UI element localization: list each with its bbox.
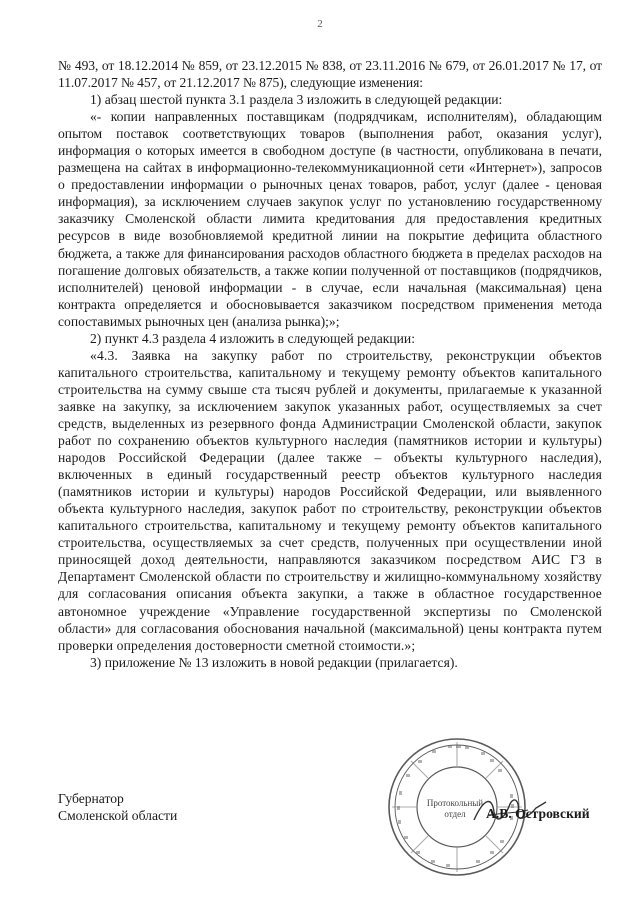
signatory-name: А.В. Островский [486,806,590,821]
paragraph-quote-2: «4.3. Заявка на закупку работ по строительству, реконструкции объектов капитального строительства, капитальному и текущему ремонту объектов капитального строительства на сумму свыше ста тысяч рублей и документы, прилагаемые к указанной заявке на закупку, за исключением закупок указанных работ, осуществляемых за счет средств, выделенных из резервного фонда Администрации Смоленской области, закупок работ по сохранению объектов культурного наследия (памятников истории и культуры) народов Российской Федерации (далее также – объекты культурного наследия), включенных в единый государственный реестр объектов культурного наследия (памятников истории и культуры) народов Российской Федерации, или выявленного объекта культурного наследия, закупок работ по строительству, реконструкции объектов капитального строительства, капитальному и текущему ремонту объектов капитального строительства, осуществляемых за счет средств, полученных при осуществлении иной приносящей доход деятельности, направляются заказчиком посредством АИС ГЗ в Департамент Смоленской области по строительству и жилищно-коммунальному хозяйству для согласования описания объекта закупки, а также в областное государственное автономное учреждение «Управление государственной экспертизы по Смоленской области» для согласования обоснования начальной (максимальной) цены контракта путем проверки определения достоверности сметной стоимости.»; [58,347,602,653]
paragraph-item-3: 3) приложение № 13 изложить в новой редакции (прилагается). [90,654,458,670]
paragraph-item-2: 2) пункт 4.3 раздела 4 изложить в следующей редакции: [90,330,415,346]
signatory-position-line2: Смоленской области [58,808,178,823]
paragraph-quote-1: «- копии направленных поставщикам (подрядчикам, исполнителям), обладающим опытом поставок соответствующих товаров (выполнения работ, оказания услуг), информация о которых имеется в свободном доступе (в частности, опубликована в печати, размещена на сайтах в информационно-телекоммуникационной сети «Интернет»), запросов о предоставлении информации о рыночных ценах товаров, работ, услуг (далее - ценовая информация), за исключением случаев закупок услуг по установлению государственному заказчику Смоленской области лимита кредитования для предоставления кредитных ресурсов в виде возобновляемой кредитной линии на покрытие дефицита областного бюджета, а также для финансирования расходов областного бюджета в пределах расходов на погашение долговых обязательств, а также копии полученной от поставщиков (подрядчиков, исполнителей) ценовой информации - в случае, если начальная (максимальная) цена контракта определяется и обосновывается заказчиком посредством применения метода сопоставимых рыночных цен (анализа рынка);»; [58,109,602,329]
document-body [58,57,602,671]
page-number: 2 [317,18,323,30]
paragraph-intro: № 493, от 18.12.2014 № 859, от 23.12.2015 № 838, от 23.11.2016 № 679, от 26.01.2017 № 17, от 11.07.2017 № 457, от 21.12.2017 № 875), следующие изменения: [58,58,602,91]
signatory-position-line1: Губернатор [58,791,124,806]
stamp-label: Протокольный отдел [426,798,484,819]
paragraph-item-1: 1) абзац шестой пункта 3.1 раздела 3 изложить в следующей редакции: [90,92,503,108]
signatory-position [58,790,177,824]
